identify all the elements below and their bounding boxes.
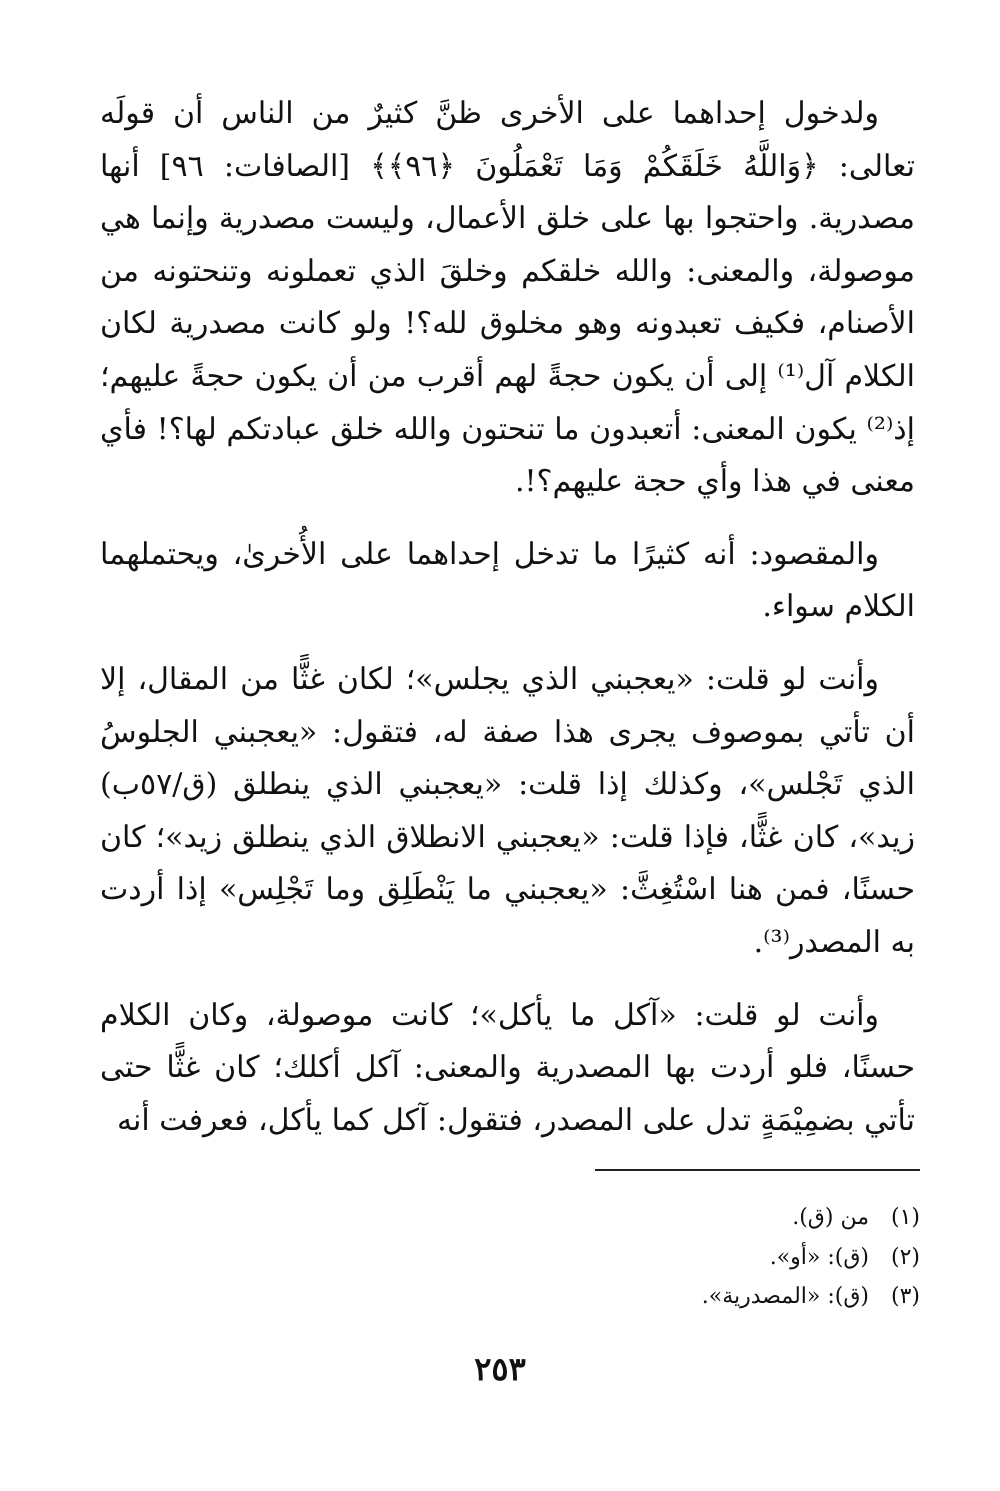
paragraph-1	[100, 88, 915, 509]
paragraph-4-text: وأنت لو قلت: «آكل ما يأكل»؛ كانت موصولة، وكان الكلام حسنًا، فلو أردت بها المصدرية والمعنى: آكل أكلك؛ كان غثًّا حتى تأتي بضمِيْمَةٍ تدل على المصدر، فتقول: آكل كما يأكل، فعرفت أنه	[100, 997, 915, 1138]
footnote-2	[500, 1238, 920, 1278]
footnote-1	[500, 1198, 920, 1238]
footnote-3	[500, 1277, 920, 1317]
page-number: ٢٥٣	[474, 1350, 526, 1388]
paragraph-3	[100, 654, 915, 970]
paragraph-2	[100, 529, 915, 634]
footnote-divider	[595, 1169, 920, 1171]
footnote-number: (٣)	[890, 1284, 920, 1309]
footnote-text: من (ق).	[792, 1205, 869, 1230]
main-text	[100, 88, 915, 1147]
paragraph-2-text: والمقصود: أنه كثيرًا ما تدخل إحداهما على الأُخرىٰ، ويحتملهما الكلام سواء.	[100, 536, 915, 625]
paragraph-3-text: وأنت لو قلت: «يعجبني الذي يجلس»؛ لكان غثًّا من المقال، إلا أن تأتي بموصوف يجرى هذا صفة له، فتقول: «يعجبني الجلوسُ الذي تَجْلس»، وكذلك إذا قلت: «يعجبني الذي ينطلق (ق/٥٧ب) زيد»، كان غثًّا، فإذا قلت: «يعجبني الانطلاق الذي ينطلق زيد»؛ كان حسنًا، فمن هنا اسْتُغِثَّ: «يعجبني ما يَنْطَلِق وما تَجْلِس» إذا أردت به المصدر⁽³⁾.	[100, 661, 915, 960]
footnote-text: (ق): «المصدرية».	[701, 1284, 869, 1309]
footnote-number: (١)	[890, 1205, 920, 1230]
paragraph-4	[100, 990, 915, 1148]
footnote-number: (٢)	[890, 1244, 920, 1270]
footnote-text: (ق): «أو».	[769, 1244, 869, 1270]
paragraph-1-text: ولدخول إحداهما على الأخرى ظنَّ كثيرٌ من الناس أن قولَه تعالى: ﴿وَاللَّهُ خَلَقَكُمْ وَمَا تَعْمَلُونَ ﴿٩٦﴾﴾ [الصافات: ٩٦] أنها مصدرية. واحتجوا بها على خلق الأعمال، وليست مصدرية وإنما هي موصولة، والمعنى: والله خلقكم وخلقَ الذي تعملونه وتنحتونه من الأصنام، فكيف تعبدونه وهو مخلوق لله؟! ولو كانت مصدرية لكان الكلام آل⁽¹⁾ إلى أن يكون حجةً لهم أقرب من أن يكون حجةً عليهم؛ إذ⁽²⁾ يكون المعنى: أتعبدون ما تنحتون والله خلق عبادتكم لها؟! فأي معنى في هذا وأي حجة عليهم؟!.	[100, 96, 915, 500]
footnotes	[500, 1198, 920, 1317]
